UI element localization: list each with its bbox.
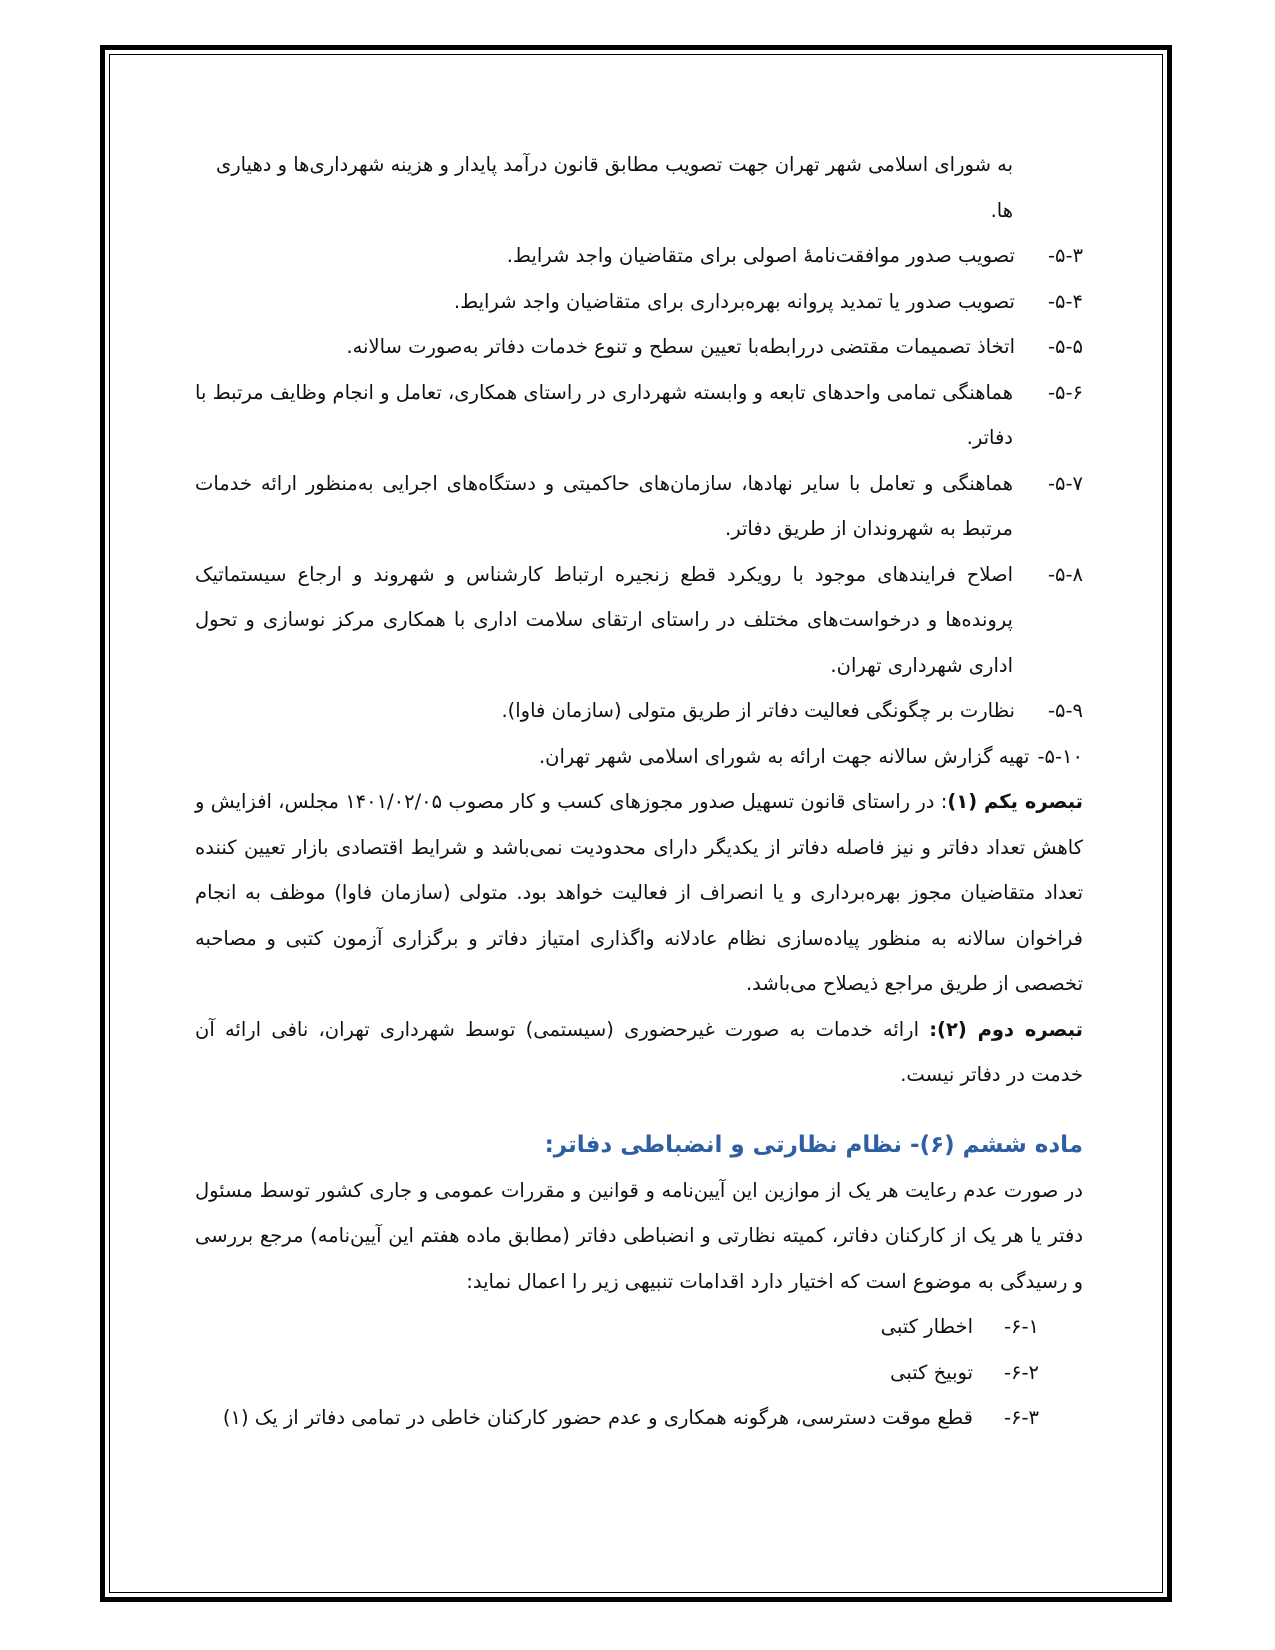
item-text: تهیه گزارش سالانه جهت ارائه به شورای اسلامی شهر تهران. <box>538 744 1030 768</box>
note-1-text: : در راستای قانون تسهیل صدور مجوزهای کسب و کار مصوب ۱۴۰۱/۰۲/۰۵ مجلس، افزایش و کاهش تعداد دفاتر و نیز فاصله دفاتر از یکدیگر دارای محدودیت نمی‌باشد و شرایط اقتصادی بازار تعیین کننده تعداد متقاضیان مجوز بهره‌برداری و یا انصراف از فعالیت خواهد بود. متولی (سازمان فاوا) موظف به انجام فراخوان سالانه به منظور پیاده‌سازی نظام عادلانه واگذاری امتیاز دفاتر و برگزاری آزمون کتبی و مصاحبه تخصصی از طریق مراجع ذیصلاح می‌باشد. <box>195 790 1083 995</box>
list-item <box>195 324 1083 370</box>
article-6-paragraph: در صورت عدم رعایت هر یک از موازین این آیین‌نامه و قوانین و مقررات عمومی و جاری کشور توسط مسئول دفتر یا هر یک از کارکنان دفاتر، کمیته نظارتی و انضباطی دفاتر (مطابق ماده هفتم این آیین‌نامه) مرجع بررسی و رسیدگی به موضوع است که اختیار دارد اقدامات تنبیهی زیر را اعمال نماید: <box>195 1178 1083 1293</box>
list-item <box>195 1350 1039 1396</box>
item-number: ۵-۴- <box>1047 289 1083 313</box>
note-1 <box>195 779 1083 1007</box>
item-text: تصویب صدور یا تمدید پروانه بهره‌برداری برای متقاضیان واجد شرایط. <box>453 289 1015 313</box>
list-item <box>195 1395 1039 1441</box>
item-number: ۵-۱۰- <box>1037 744 1083 768</box>
item-text: توبیخ کتبی <box>890 1360 973 1384</box>
note-2 <box>195 1007 1083 1098</box>
list-item <box>195 370 1083 461</box>
list-item <box>195 461 1083 552</box>
penalty-list <box>195 1304 1083 1441</box>
document-body <box>195 142 1083 1441</box>
item-number: ۵-۸- <box>1047 562 1083 586</box>
list-item <box>195 552 1083 689</box>
item-text: نظارت بر چگونگی فعالیت دفاتر از طریق متولی (سازمان فاوا). <box>501 699 1015 722</box>
item-text: اخطار کتبی <box>880 1315 973 1338</box>
item-text: هماهنگی و تعامل با سایر نهادها، سازمان‌های حاکمیتی و دستگاه‌های اجرایی به‌منظور ارائه خدمات مرتبط به شهروندان از طریق دفاتر. <box>195 471 1013 540</box>
item-number: ۶-۳- <box>1003 1406 1039 1429</box>
list-item <box>195 688 1083 734</box>
note-1-label: تبصره یکم (۱) <box>947 790 1083 813</box>
item-text: تصویب صدور موافقت‌نامۀ اصولی برای متقاضیان واجد شرایط. <box>506 244 1015 267</box>
note-2-label: تبصره دوم (۲): <box>929 1017 1083 1041</box>
item-text: اتخاذ تصمیمات مقتضی دررابطه‌با تعیین سطح و تنوع خدمات دفاتر به‌صورت سالانه. <box>346 335 1015 358</box>
item-number: ۵-۵- <box>1047 335 1083 358</box>
item-text: اصلاح فرایندهای موجود با رویکرد قطع زنجیره ارتباط کارشناس و شهروند و ارجاع سیستماتیک پرونده‌ها و درخواست‌های مختلف در راستای ارتقای سلامت اداری با همکاری مرکز نوسازی و تحول اداری شهرداری تهران. <box>195 562 1013 677</box>
item-number: ۶-۲- <box>1003 1360 1039 1384</box>
item-number: ۵-۹- <box>1047 699 1083 722</box>
list-item <box>195 734 1083 780</box>
item-number: ۵-۳- <box>1047 244 1083 267</box>
item-text: هماهنگی تمامی واحدهای تابعه و وابسته شهرداری در راستای همکاری، تعامل و انجام وظایف مرتبط با دفاتر. <box>195 380 1013 449</box>
item-number: ۵-۶- <box>1047 380 1083 404</box>
item-text: قطع موقت دسترسی، هرگونه همکاری و عدم حضور کارکنان خاطی در تمامی دفاتر از یک (۱) <box>222 1406 973 1429</box>
intro-line-2: ها. <box>990 198 1013 222</box>
item-number: ۵-۷- <box>1047 471 1083 495</box>
list-item <box>195 233 1083 279</box>
list-item <box>195 1304 1039 1350</box>
item-number: ۶-۱- <box>1003 1315 1039 1338</box>
intro-line-1: به شورای اسلامی شهر تهران جهت تصویب مطابق قانون درآمد پایدار و هزینه شهرداری‌ها و دهیاری <box>215 153 1013 176</box>
article-6-heading: ماده ششم (۶)- نظام نظارتی و انضباطی دفاتر: <box>544 1131 1083 1158</box>
note-2-text: ارائه خدمات به صورت غیرحضوری (سیستمی) توسط شهرداری تهران، نافی ارائه آن خدمت در دفاتر نیست. <box>195 1017 1083 1086</box>
list-item <box>195 279 1083 325</box>
intro-paragraph <box>195 142 1083 233</box>
